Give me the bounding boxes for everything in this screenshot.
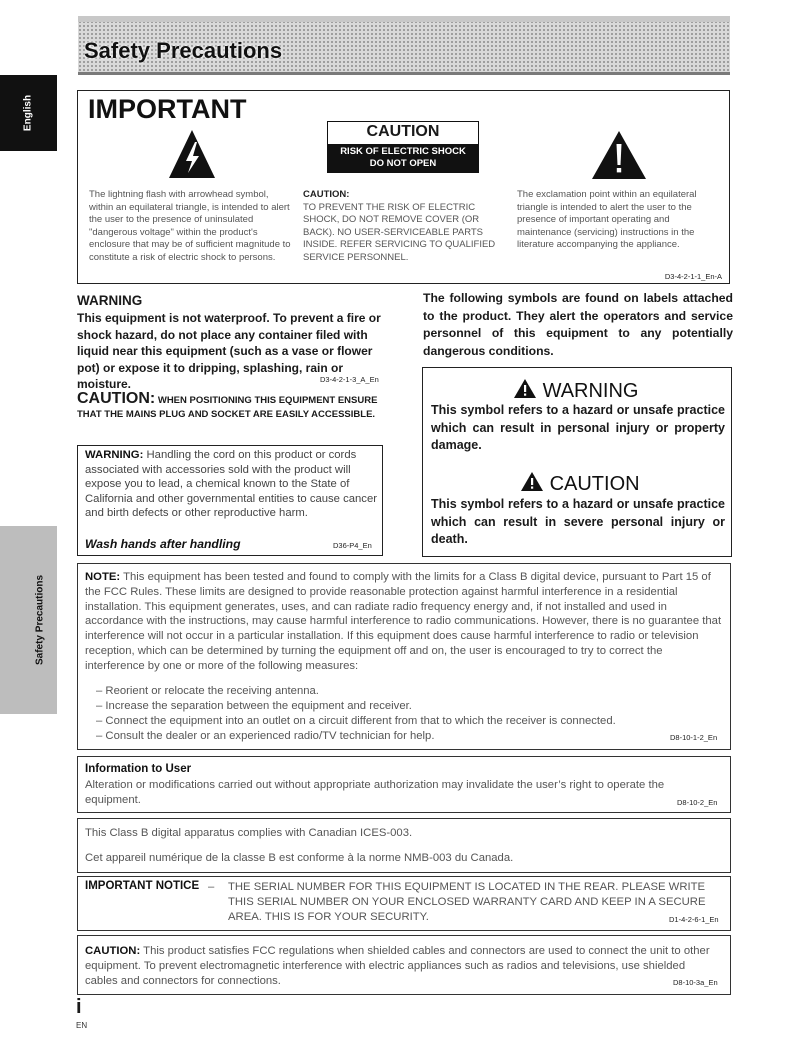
lightning-description: The lightning flash with arrowhead symbol, within an equilateral triangle, is intended to alert the user to the presence of uninsulated "dangerous voltage" within the product's enclosure that may be of sufficient magnitude to constitute a risk of electric shock to persons.	[89, 189, 291, 263]
info-to-user-body: Alteration or modifications carried out without appropriate authorization may invalidate the user’s right to operate the equipment.	[85, 779, 665, 806]
warning-triangle-icon	[513, 378, 537, 399]
california-code: D36-P4_En	[333, 541, 372, 550]
caution-label-line2: DO NOT OPEN	[369, 158, 437, 169]
symbols-intro: The following symbols are found on labels attached to the product. They alert the operators and service personnel of this equipment to any potentially dangerous conditions.	[423, 291, 733, 358]
warning-body: This equipment is not waterproof. To prevent a fire or shock hazard, do not place any container filed with liquid near this equipment (such as a vase or flower pot) or expose it to dripping, splashing, rain or moisture.	[77, 311, 381, 391]
important-notice-label: IMPORTANT NOTICE	[85, 880, 200, 892]
list-item: – Connect the equipment into an outlet on a circuit different from that to which the receiver is connected.	[96, 714, 616, 727]
symbol-warning-body: This symbol refers to a hazard or unsafe practice which can result in personal injury or property damage.	[431, 403, 725, 452]
page-number: i	[76, 996, 82, 1018]
ices-english: This Class B digital apparatus complies with Canadian ICES-003.	[85, 827, 413, 839]
exclamation-triangle-icon	[590, 129, 648, 181]
cable-caution-body: This product satisfies FCC regulations when shielded cables and connectors are used to connect the unit to other equipment. To prevent electromagnetic interference with electric appliances such as radios and televisions, use shielded cables and connectors for connections.	[85, 945, 710, 987]
ices-french: Cet appareil numérique de la classe B est conforme à la norme NMB-003 du Canada.	[85, 852, 514, 864]
caution-description	[303, 189, 503, 265]
info-to-user-code: D8-10-2_En	[677, 798, 718, 807]
list-item: – Reorient or relocate the receiving antenna.	[96, 685, 319, 697]
exclamation-description: The exclamation point within an equilateral triangle is intended to alert the user to the presence of important operating and maintenance (servicing) instructions in the literature accompanying the appliance.	[517, 189, 697, 251]
list-item: – Increase the separation between the equipment and receiver.	[96, 699, 412, 712]
lightning-triangle-icon	[167, 128, 217, 180]
warning-heading: WARNING	[77, 293, 143, 308]
california-warning-label: WARNING:	[85, 449, 144, 461]
caution-description-body: TO PREVENT THE RISK OF ELECTRIC SHOCK, DO NOT REMOVE COVER (OR BACK). NO USER-SERVICEABLE PARTS INSIDE. REFER SERVICING TO QUALIFIED SERVICE PERSONNEL.	[303, 201, 496, 263]
symbol-caution-heading	[520, 471, 640, 496]
caution-description-title: CAUTION:	[303, 189, 350, 200]
symbol-caution-label: CAUTION	[549, 473, 640, 495]
cable-caution-text	[85, 944, 715, 988]
caution-label-subtitle	[328, 144, 478, 172]
caution-mains-label: CAUTION:	[77, 390, 156, 407]
california-wash-hands: Wash hands after handling	[85, 537, 241, 551]
header-topline	[78, 16, 730, 22]
caution-label-title: CAUTION	[366, 123, 440, 140]
important-code: D3-4-2-1-1_En-A	[664, 272, 722, 281]
fcc-measures-list	[96, 684, 656, 744]
side-tab-safety-label: Safety Precautions	[34, 574, 46, 666]
warning-code: D3-4-2-1-3_A_En	[320, 375, 379, 384]
caution-mains-text: WHEN POSITIONING THIS EQUIPMENT ENSURE THAT THE MAINS PLUG AND SOCKET ARE EASILY ACCESSIBLE.	[77, 395, 378, 420]
side-tab-english	[0, 75, 57, 151]
page-language-code: EN	[76, 1021, 88, 1030]
fcc-note-label: NOTE:	[85, 571, 121, 583]
info-to-user-heading: Information to User	[85, 763, 192, 775]
symbol-caution-body: This symbol refers to a hazard or unsafe practice which can result in severe personal injury or death.	[431, 497, 725, 546]
symbol-warning-heading	[513, 378, 638, 403]
page-title: Safety Precautions	[84, 38, 283, 63]
cable-caution-code: D8-10-3a_En	[673, 978, 718, 987]
california-warning-text	[85, 448, 380, 521]
important-notice-dash: –	[208, 881, 215, 893]
fcc-note-text	[85, 570, 725, 674]
caution-label-line1: RISK OF ELECTRIC SHOCK	[340, 146, 466, 157]
side-tab-safety-precautions	[0, 526, 57, 714]
side-tab-english-label: English	[22, 94, 34, 132]
california-warning-body: Handling the cord on this product or cords associated with accessories sold with the product will expose you to lead, a chemical known to the State of California and other governmental entities to cause cancer and birth defects or other reproductive harm.	[85, 449, 378, 520]
important-heading: IMPORTANT	[88, 94, 247, 124]
symbol-warning-label: WARNING	[542, 380, 639, 402]
important-notice-body: THE SERIAL NUMBER FOR THIS EQUIPMENT IS LOCATED IN THE REAR. PLEASE WRITE THIS SERIAL NUMBER ON YOUR ENCLOSED WARRANTY CARD AND KEEP IN A SECURE AREA. THIS IS FOR YOUR SECURITY.	[228, 881, 706, 923]
fcc-note-body: This equipment has been tested and found to comply with the limits for a Class B digital device, pursuant to Part 15 of the FCC Rules. These limits are designed to provide reasonable protection against harmful interference in a residential installation. This equipment generates, uses, and can radiate radio frequency energy and, if not installed and used in accordance with the instructions, may cause harmful interference to radio communications. However, there is no guarantee that interference will not occur in a particular installation. If this equipment does cause harmful interference to radio or television reception, which can be determined by turning the equipment off and on, the user is encouraged to try to correct the interference by one or more of the following measures:	[85, 571, 722, 672]
caution-triangle-icon	[520, 471, 544, 492]
fcc-note-code: D8-10-1-2_En	[670, 733, 718, 742]
cable-caution-label: CAUTION:	[85, 945, 141, 957]
important-notice-code: D1-4-2-6-1_En	[669, 915, 719, 924]
list-item: – Consult the dealer or an experienced radio/TV technician for help.	[96, 729, 435, 742]
caution-mains-plug	[77, 392, 389, 422]
